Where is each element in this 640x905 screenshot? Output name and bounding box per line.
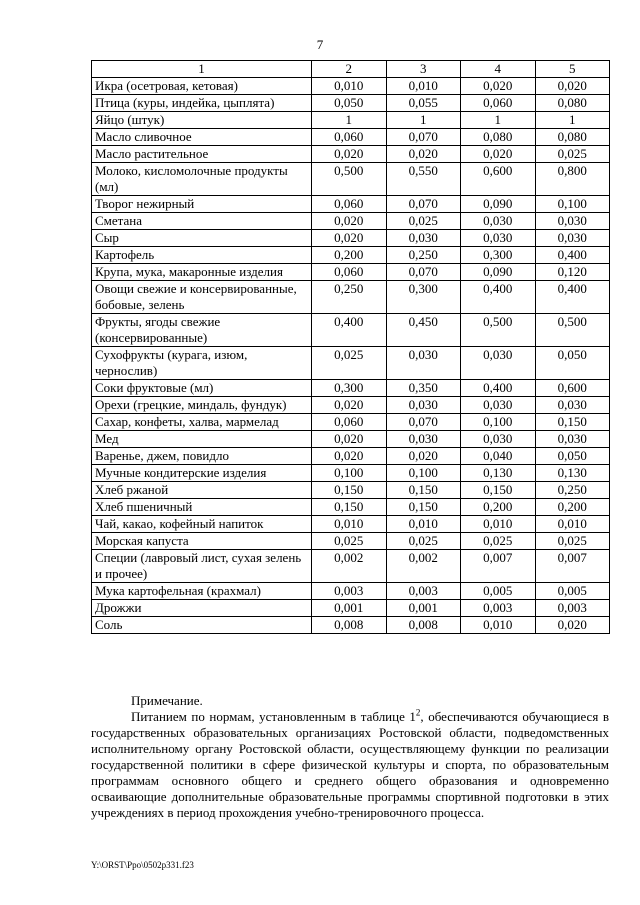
norm-value-cell: 0,003 [386,583,461,600]
norm-value-cell: 0,600 [535,380,610,397]
norm-value-cell: 0,003 [461,600,536,617]
norm-value-cell: 0,400 [312,314,387,347]
norm-value-cell: 0,020 [312,397,387,414]
product-name-cell: Яйцо (штук) [92,112,312,129]
norm-value-cell: 0,070 [386,264,461,281]
column-header: 2 [312,61,387,78]
norm-value-cell: 0,020 [312,230,387,247]
table-row [92,600,610,617]
product-name-cell: Сухофрукты (курага, изюм, чернослив) [92,347,312,380]
table-row [92,264,610,281]
table-row [92,281,610,314]
product-name-cell: Хлеб пшеничный [92,499,312,516]
norm-value-cell: 0,500 [461,314,536,347]
column-header: 3 [386,61,461,78]
norm-value-cell: 0,030 [535,397,610,414]
norm-value-cell: 0,020 [312,213,387,230]
norm-value-cell: 0,020 [461,78,536,95]
norm-value-cell: 0,025 [386,533,461,550]
norm-value-cell: 0,030 [535,431,610,448]
norm-value-cell: 0,300 [312,380,387,397]
table-row [92,448,610,465]
product-name-cell: Картофель [92,247,312,264]
product-name-cell: Соль [92,617,312,634]
norm-value-cell: 1 [386,112,461,129]
column-header: 4 [461,61,536,78]
product-name-cell: Икра (осетровая, кетовая) [92,78,312,95]
table-row [92,112,610,129]
product-name-cell: Дрожжи [92,600,312,617]
table-row [92,617,610,634]
norm-value-cell: 0,800 [535,163,610,196]
norm-value-cell: 0,001 [386,600,461,617]
table-row [92,431,610,448]
norm-value-cell: 0,008 [312,617,387,634]
norm-value-cell: 0,070 [386,129,461,146]
note-body [91,709,609,821]
product-name-cell: Специи (лавровый лист, сухая зелень и прочее) [92,550,312,583]
product-name-cell: Овощи свежие и консервированные, бобовые, зелень [92,281,312,314]
norm-value-cell: 0,450 [386,314,461,347]
norm-value-cell: 0,100 [312,465,387,482]
norm-value-cell: 0,100 [535,196,610,213]
table-row [92,78,610,95]
norm-value-cell: 0,030 [461,213,536,230]
norm-value-cell: 0,040 [461,448,536,465]
norm-value-cell: 0,350 [386,380,461,397]
table-row [92,380,610,397]
norm-value-cell: 0,030 [386,347,461,380]
product-name-cell: Орехи (грецкие, миндаль, фундук) [92,397,312,414]
product-name-cell: Масло сливочное [92,129,312,146]
norm-value-cell: 0,010 [386,516,461,533]
product-name-cell: Птица (куры, индейка, цыплята) [92,95,312,112]
table-row [92,95,610,112]
page-number: 7 [316,37,324,52]
norm-value-cell: 0,025 [312,347,387,380]
table-row [92,129,610,146]
norm-value-cell: 0,150 [535,414,610,431]
norm-value-cell: 0,020 [312,146,387,163]
norm-value-cell: 0,500 [535,314,610,347]
norm-value-cell: 0,150 [386,482,461,499]
norm-value-cell: 0,060 [312,129,387,146]
table-row [92,583,610,600]
norm-value-cell: 0,010 [535,516,610,533]
nutrition-norms-table [91,60,610,634]
norm-value-cell: 0,100 [386,465,461,482]
norm-value-cell: 0,020 [386,448,461,465]
footnote-ref: 2 [415,707,421,718]
norm-value-cell: 0,025 [535,146,610,163]
norm-value-cell: 0,010 [386,78,461,95]
table-row [92,550,610,583]
norm-value-cell: 0,090 [461,196,536,213]
norm-value-cell: 0,090 [461,264,536,281]
norm-value-cell: 0,080 [535,95,610,112]
norm-value-cell: 0,020 [386,146,461,163]
table-row [92,230,610,247]
norm-value-cell: 0,150 [461,482,536,499]
norm-value-cell: 0,030 [535,230,610,247]
norm-value-cell: 0,030 [535,213,610,230]
norm-value-cell: 0,007 [535,550,610,583]
norm-value-cell: 0,400 [535,281,610,314]
norm-value-cell: 0,030 [461,397,536,414]
norm-value-cell: 0,020 [535,78,610,95]
norm-value-cell: 0,050 [312,95,387,112]
table-row [92,314,610,347]
norm-value-cell: 0,060 [312,264,387,281]
product-name-cell: Мука картофельная (крахмал) [92,583,312,600]
table-row [92,465,610,482]
norm-value-cell: 0,400 [535,247,610,264]
table-row [92,213,610,230]
norm-value-cell: 0,080 [461,129,536,146]
norm-value-cell: 0,300 [386,281,461,314]
norm-value-cell: 0,250 [312,281,387,314]
product-name-cell: Творог нежирный [92,196,312,213]
column-header: 5 [535,61,610,78]
norm-value-cell: 0,030 [386,230,461,247]
norm-value-cell: 0,025 [461,533,536,550]
product-name-cell: Фрукты, ягоды свежие (консервированные) [92,314,312,347]
norm-value-cell: 0,020 [461,146,536,163]
norm-value-cell: 0,002 [386,550,461,583]
norm-value-cell: 0,130 [461,465,536,482]
norm-value-cell: 0,600 [461,163,536,196]
norm-value-cell: 1 [312,112,387,129]
product-name-cell: Хлеб ржаной [92,482,312,499]
product-name-cell: Крупа, мука, макаронные изделия [92,264,312,281]
norm-value-cell: 0,250 [386,247,461,264]
norm-value-cell: 0,055 [386,95,461,112]
norm-value-cell: 0,030 [386,397,461,414]
norm-value-cell: 0,200 [461,499,536,516]
norm-value-cell: 0,020 [312,448,387,465]
note-text: , обеспечиваются обучающиеся в государственных образовательных организациях Ростовской области, подведомственных исполнительному органу Ростовской области, осуществляющему функции по реализации государственной политики в сфере физической культуры и спорта, по образовательным программам основного общего и среднего общего образования и одновременно осваивающие дополнительные образовательные программы спортивной подготовки в этих учреждениях в период прохождения учебно-тренировочного процесса. [91,709,609,820]
file-path-footer: Y:\ORST\Ppo\0502p331.f23 [91,860,194,870]
norm-value-cell: 0,030 [461,347,536,380]
norm-value-cell: 0,020 [535,617,610,634]
norm-value-cell: 0,025 [535,533,610,550]
product-name-cell: Масло растительное [92,146,312,163]
product-name-cell: Сметана [92,213,312,230]
table-row [92,516,610,533]
product-name-cell: Варенье, джем, повидло [92,448,312,465]
norm-value-cell: 0,025 [386,213,461,230]
column-header: 1 [92,61,312,78]
table-row [92,347,610,380]
product-name-cell: Молоко, кисломолочные продукты (мл) [92,163,312,196]
norm-value-cell: 0,010 [461,617,536,634]
norm-value-cell: 0,150 [312,482,387,499]
norm-value-cell: 0,020 [312,431,387,448]
norm-value-cell: 0,002 [312,550,387,583]
norm-value-cell: 0,070 [386,196,461,213]
note-title: Примечание. [131,693,203,708]
note-text: Питанием по нормам, установленным в таблице 1 [131,709,416,724]
norm-value-cell: 0,500 [312,163,387,196]
table-row [92,482,610,499]
table-row [92,533,610,550]
norm-value-cell: 0,008 [386,617,461,634]
norm-value-cell: 1 [535,112,610,129]
norm-value-cell: 0,050 [535,448,610,465]
norm-value-cell: 0,060 [461,95,536,112]
norm-value-cell: 1 [461,112,536,129]
norm-value-cell: 0,200 [312,247,387,264]
product-name-cell: Мучные кондитерские изделия [92,465,312,482]
norm-value-cell: 0,150 [386,499,461,516]
product-name-cell: Мед [92,431,312,448]
norm-value-cell: 0,010 [461,516,536,533]
norm-value-cell: 0,120 [535,264,610,281]
product-name-cell: Чай, какао, кофейный напиток [92,516,312,533]
product-name-cell: Морская капуста [92,533,312,550]
table-row [92,196,610,213]
product-name-cell: Сахар, конфеты, халва, мармелад [92,414,312,431]
norm-value-cell: 0,060 [312,414,387,431]
product-name-cell: Сыр [92,230,312,247]
table-row [92,397,610,414]
norm-value-cell: 0,050 [535,347,610,380]
norm-value-cell: 0,100 [461,414,536,431]
table-row [92,499,610,516]
norm-value-cell: 0,200 [535,499,610,516]
norm-value-cell: 0,030 [461,230,536,247]
norm-value-cell: 0,550 [386,163,461,196]
table-header-row [92,61,610,78]
table-row [92,414,610,431]
norm-value-cell: 0,007 [461,550,536,583]
norm-value-cell: 0,030 [386,431,461,448]
norm-value-cell: 0,300 [461,247,536,264]
norm-value-cell: 0,150 [312,499,387,516]
norm-value-cell: 0,001 [312,600,387,617]
norm-value-cell: 0,003 [535,600,610,617]
norm-value-cell: 0,005 [535,583,610,600]
norm-value-cell: 0,025 [312,533,387,550]
norm-value-cell: 0,130 [535,465,610,482]
norm-value-cell: 0,003 [312,583,387,600]
norm-value-cell: 0,005 [461,583,536,600]
norm-value-cell: 0,030 [461,431,536,448]
table-row [92,163,610,196]
norm-value-cell: 0,080 [535,129,610,146]
norm-value-cell: 0,010 [312,78,387,95]
norm-value-cell: 0,060 [312,196,387,213]
note-section [91,693,609,821]
norm-value-cell: 0,400 [461,281,536,314]
norm-value-cell: 0,400 [461,380,536,397]
norm-value-cell: 0,250 [535,482,610,499]
norm-value-cell: 0,010 [312,516,387,533]
norm-value-cell: 0,070 [386,414,461,431]
table-row [92,247,610,264]
product-name-cell: Соки фруктовые (мл) [92,380,312,397]
table-row [92,146,610,163]
